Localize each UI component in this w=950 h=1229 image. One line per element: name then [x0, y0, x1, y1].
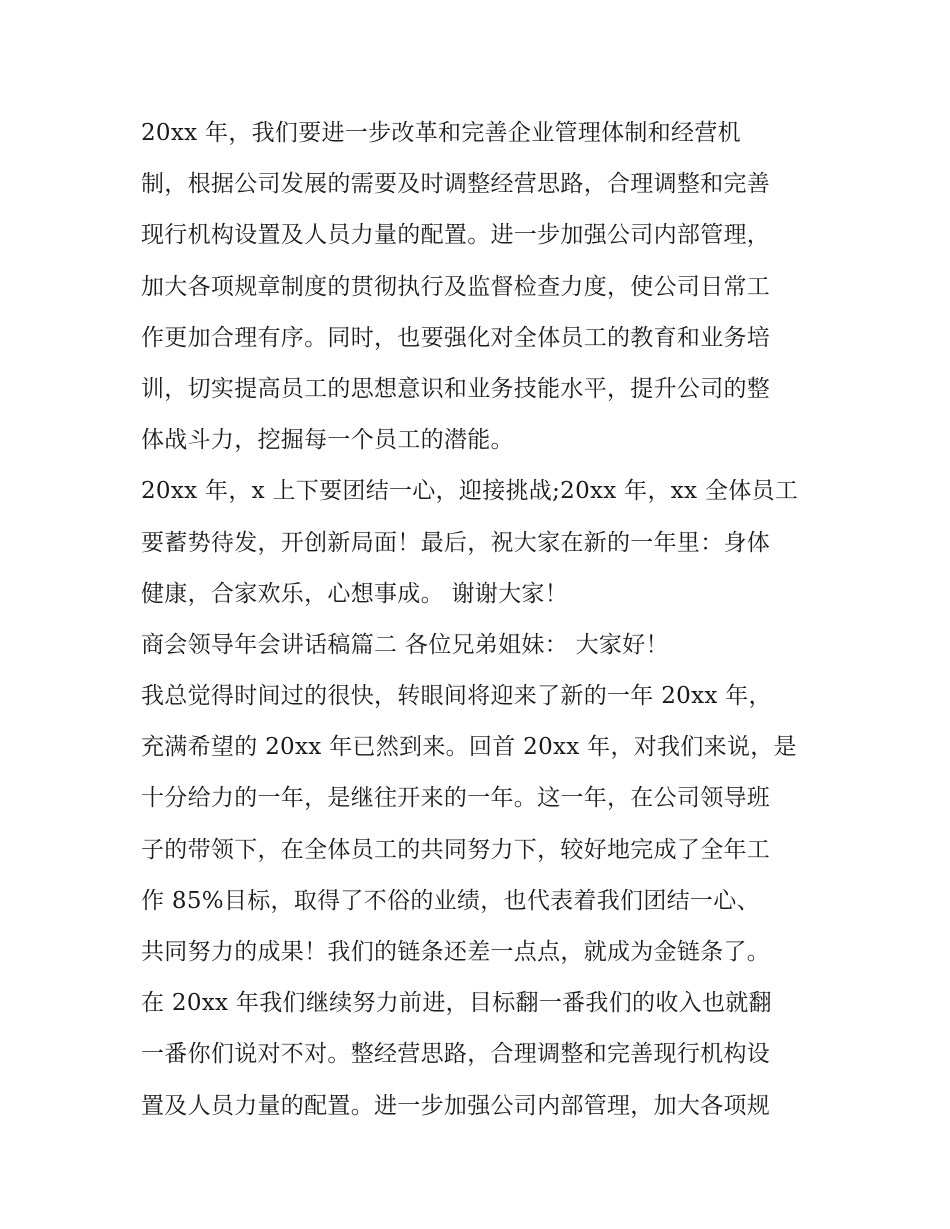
text-line: 十分给力的一年，是继往开来的一年。这一年，在公司领导班 — [141, 785, 771, 812]
text-line: 体战斗力，挖掘每一个员工的潜能。 — [141, 427, 514, 454]
text-line: 充满希望的 20xx 年已然到来。回首 20xx 年，对我们来说，是 — [141, 734, 797, 761]
text-line: 作 85%目标，取得了不俗的业绩，也代表着我们团结一心、 — [141, 887, 760, 914]
text-line: 一番你们说对不对。整经营思路，合理调整和完善现行机构设 — [141, 1041, 771, 1068]
text-line: 作更加合理有序。同时，也要强化对全体员工的教育和业务培 — [141, 324, 771, 351]
text-line: 训，切实提高员工的思想意识和业务技能水平，提升公司的整 — [141, 375, 771, 402]
text-line: 置及人员力量的配置。进一步加强公司内部管理，加大各项规 — [141, 1092, 771, 1119]
text-line: 健康，合家欢乐，心想事成。 谢谢大家！ — [141, 580, 569, 607]
text-line: 共同努力的成果！我们的链条还差一点点，就成为金链条了。 — [141, 939, 771, 965]
text-line: 制，根据公司发展的需要及时调整经营思路，合理调整和完善 — [141, 171, 771, 198]
text-line: 我总觉得时间过的很快，转眼间将迎来了新的一年 20xx 年， — [141, 683, 772, 710]
text-line: 在 20xx 年我们继续努力前进，目标翻一番我们的收入也就翻 — [141, 990, 772, 1017]
text-line: 子的带领下，在全体员工的共同努力下，较好地完成了全年工 — [141, 836, 771, 863]
text-line: 20xx 年，我们要进一步改革和完善企业管理体制和经营机 — [141, 120, 741, 146]
text-line: 要蓄势待发，开创新局面！最后，祝大家在新的一年里：身体 — [141, 529, 771, 556]
text-line: 加大各项规章制度的贯彻执行及监督检查力度，使公司日常工 — [141, 273, 771, 300]
text-line: 现行机构设置及人员力量的配置。进一步加强公司内部管理， — [141, 222, 771, 249]
speech-text-body — [141, 108, 831, 1132]
section-heading-line: 商会领导年会讲话稿篇二 各位兄弟姐妹： 大家好！ — [141, 631, 669, 658]
text-line: 20xx 年，x 上下要团结一心，迎接挑战;20xx 年，xx 全体员工 — [141, 478, 799, 505]
